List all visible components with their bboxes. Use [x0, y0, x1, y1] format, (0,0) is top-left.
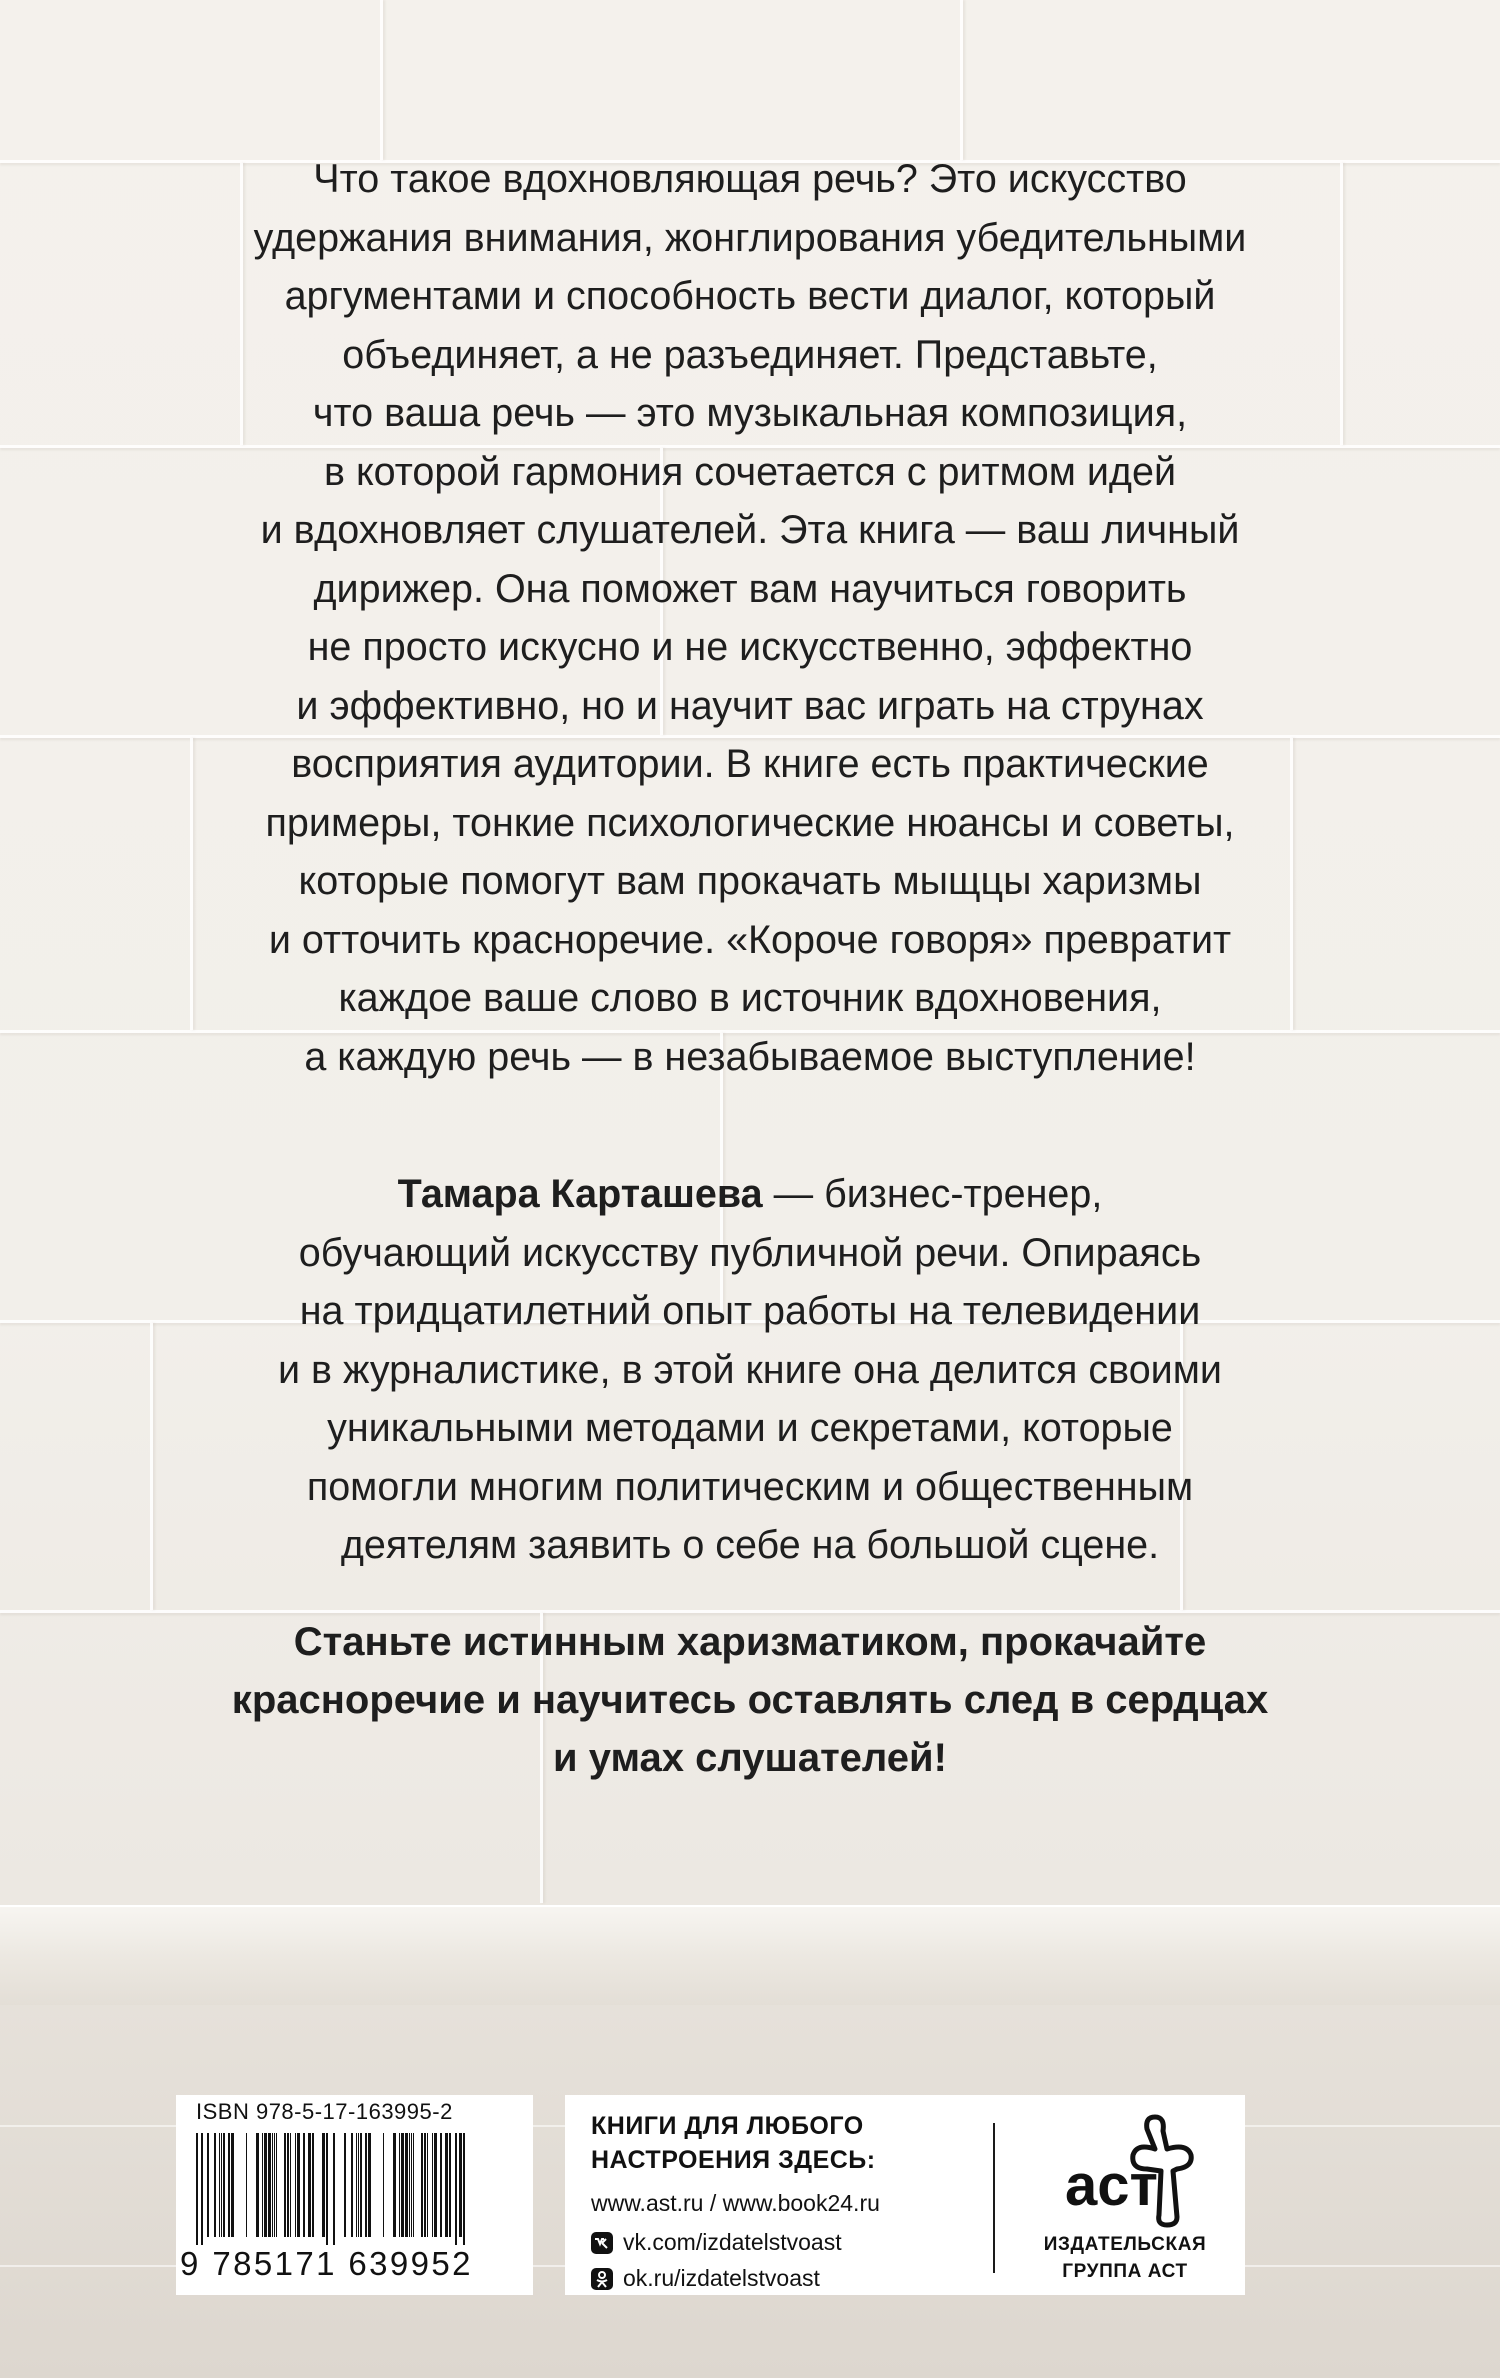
author-bio-line: помогли многим политическим и общественным	[306, 1464, 1194, 1509]
barcode-bar	[463, 2133, 465, 2245]
description-line: и вдохновляет слушателей. Эта книга — ваш личный	[260, 508, 1240, 552]
isbn-text: ISBN 978-5-17-163995-2	[196, 2099, 453, 2124]
description-line: не просто искусно и не искусственно, эффектно	[307, 625, 1193, 669]
publisher-box	[565, 2095, 1245, 2295]
barcode-bar	[455, 2133, 457, 2245]
barcode-bar	[399, 2133, 400, 2237]
call-to-action-line: красноречие и научитесь оставлять след в сердцах	[231, 1678, 1269, 1722]
barcode-bar	[427, 2133, 428, 2237]
barcode-bar	[221, 2133, 222, 2237]
barcode-bar	[459, 2133, 462, 2237]
barcode-bar	[440, 2133, 442, 2237]
barcode-bar	[383, 2133, 384, 2237]
barcode-icon	[194, 2133, 516, 2245]
barcode-bar	[290, 2133, 291, 2237]
ok-icon	[591, 2268, 613, 2290]
barcode-bar	[287, 2133, 289, 2237]
barcode-bar	[432, 2133, 433, 2237]
barcode-bar	[411, 2133, 412, 2237]
barcode-bar	[276, 2133, 277, 2237]
barcode-bar	[308, 2133, 311, 2237]
call-to-action	[150, 1613, 1350, 1787]
description-line: удержания внимания, жонглирования убедительными	[253, 215, 1247, 260]
publisher-group-line: ГРУППА АСТ	[1062, 2261, 1188, 2282]
description-line: которые помогут вам прокачать мыщцы харизмы	[298, 859, 1202, 903]
vk-icon	[591, 2232, 613, 2254]
barcode-bar	[256, 2133, 259, 2237]
barcode-bar	[424, 2133, 426, 2237]
barcode-bar	[268, 2133, 271, 2237]
author-bio-line-rest: — бизнес-тренер,	[762, 1172, 1103, 1216]
barcode-bar	[297, 2133, 300, 2237]
barcode-bar	[449, 2133, 451, 2237]
description-line: дирижер. Она поможет вам научиться говорить	[313, 566, 1187, 611]
vk-link[interactable]: vk.com/izdatelstvoast	[623, 2229, 842, 2255]
description-line: и эффективно, но и научит вас играть на струнах	[296, 683, 1204, 728]
barcode-bar	[360, 2133, 362, 2237]
barcode-bar	[393, 2133, 396, 2237]
description-line: примеры, тонкие психологические нюансы и советы,	[265, 800, 1235, 845]
author-bio-line	[150, 1165, 1350, 1224]
barcode-bar	[344, 2133, 346, 2237]
author-name: Тамара Карташева	[397, 1172, 763, 1216]
author-bio-line: деятелям заявить о себе на большой сцене.	[340, 1523, 1160, 1567]
barcode-bar	[312, 2133, 314, 2237]
barcode-bar	[326, 2133, 328, 2245]
barcode-bar	[228, 2133, 230, 2237]
ast-logo-text: аст	[1065, 2153, 1158, 2218]
tile-seam	[380, 0, 383, 160]
barcode-bar	[231, 2133, 234, 2237]
author-bio-line: обучающий искусству публичной речи. Опираясь	[298, 1230, 1202, 1275]
barcode-bar	[214, 2133, 216, 2237]
ast-logo	[1027, 2109, 1227, 2229]
description-line: аргументами и способность вести диалог, который	[284, 274, 1216, 318]
publisher-divider	[993, 2123, 995, 2273]
barcode-bar	[405, 2133, 408, 2237]
barcode-bar	[322, 2133, 325, 2237]
publisher-heading-line: НАСТРОЕНИЯ ЗДЕСЬ:	[591, 2146, 876, 2174]
barcode-bar	[303, 2133, 305, 2237]
barcode-bar	[434, 2133, 437, 2237]
barcode-bar	[284, 2133, 286, 2237]
author-bio	[150, 1165, 1350, 1575]
description-line: в которой гармония сочетается с ритмом идей	[323, 449, 1177, 494]
barcode-bar	[274, 2133, 275, 2237]
vk-link-row[interactable]	[591, 2229, 842, 2256]
barcode-bar	[219, 2133, 220, 2237]
description-line: восприятия аудитории. В книге есть практические	[291, 742, 1209, 786]
barcode-bar	[196, 2133, 198, 2245]
baseboard	[0, 1905, 1500, 2009]
barcode-bar	[409, 2133, 410, 2237]
barcode-bar	[333, 2133, 335, 2245]
barcode-bar	[201, 2133, 203, 2245]
barcode-bar	[262, 2133, 263, 2237]
description-line: каждое ваше слово в источник вдохновения,	[338, 976, 1162, 1020]
barcode-bar	[351, 2133, 353, 2237]
description-line: а каждую речь — в незабываемое выступление!	[304, 1034, 1196, 1079]
author-bio-line: уникальными методами и секретами, которые	[327, 1406, 1173, 1450]
description-line: и отточить красноречие. «Короче говоря» превратит	[268, 917, 1232, 962]
barcode-bar	[365, 2133, 367, 2237]
description-line: объединяет, а не разъединяет. Представьте,	[342, 332, 1158, 377]
barcode-digits: 9 785171 639952	[180, 2245, 473, 2282]
barcode-bar	[272, 2133, 273, 2237]
ok-link[interactable]: ok.ru/izdatelstvoast	[623, 2265, 820, 2291]
barcode-bar	[368, 2133, 371, 2237]
barcode-box	[176, 2095, 533, 2295]
publisher-websites[interactable]: www.ast.ru / www.book24.ru	[591, 2190, 880, 2216]
barcode-bar	[207, 2133, 209, 2237]
barcode-bar	[445, 2133, 448, 2237]
barcode-bar	[223, 2133, 225, 2237]
publisher-heading	[591, 2109, 876, 2177]
barcode-bar	[421, 2133, 423, 2237]
publisher-heading-line: КНИГИ ДЛЯ ЛЮБОГО	[591, 2112, 864, 2140]
barcode-bar	[401, 2133, 404, 2237]
ok-link-row[interactable]	[591, 2265, 820, 2292]
description-line: что ваша речь — это музыкальная композиция,	[312, 391, 1188, 435]
call-to-action-line: Станьте истинным харизматиком, прокачайте	[293, 1620, 1207, 1664]
description-line: Что такое вдохновляющая речь? Это искусство	[313, 157, 1187, 201]
barcode-bar	[358, 2133, 359, 2237]
barcode-bar	[295, 2133, 296, 2237]
book-description	[150, 150, 1350, 1086]
barcode-bar	[356, 2133, 357, 2237]
barcode-bar	[264, 2133, 267, 2237]
barcode-bar	[413, 2133, 414, 2237]
tile-seam	[960, 0, 963, 160]
barcode-bar	[246, 2133, 247, 2237]
author-bio-line: и в журналистике, в этой книге она делится своими	[278, 1347, 1222, 1392]
author-bio-line: на тридцатилетний опыт работы на телевидении	[299, 1289, 1201, 1333]
publisher-group-name	[1005, 2231, 1245, 2285]
publisher-group-line: ИЗДАТЕЛЬСКАЯ	[1043, 2234, 1207, 2255]
call-to-action-line: и умах слушателей!	[553, 1736, 947, 1780]
